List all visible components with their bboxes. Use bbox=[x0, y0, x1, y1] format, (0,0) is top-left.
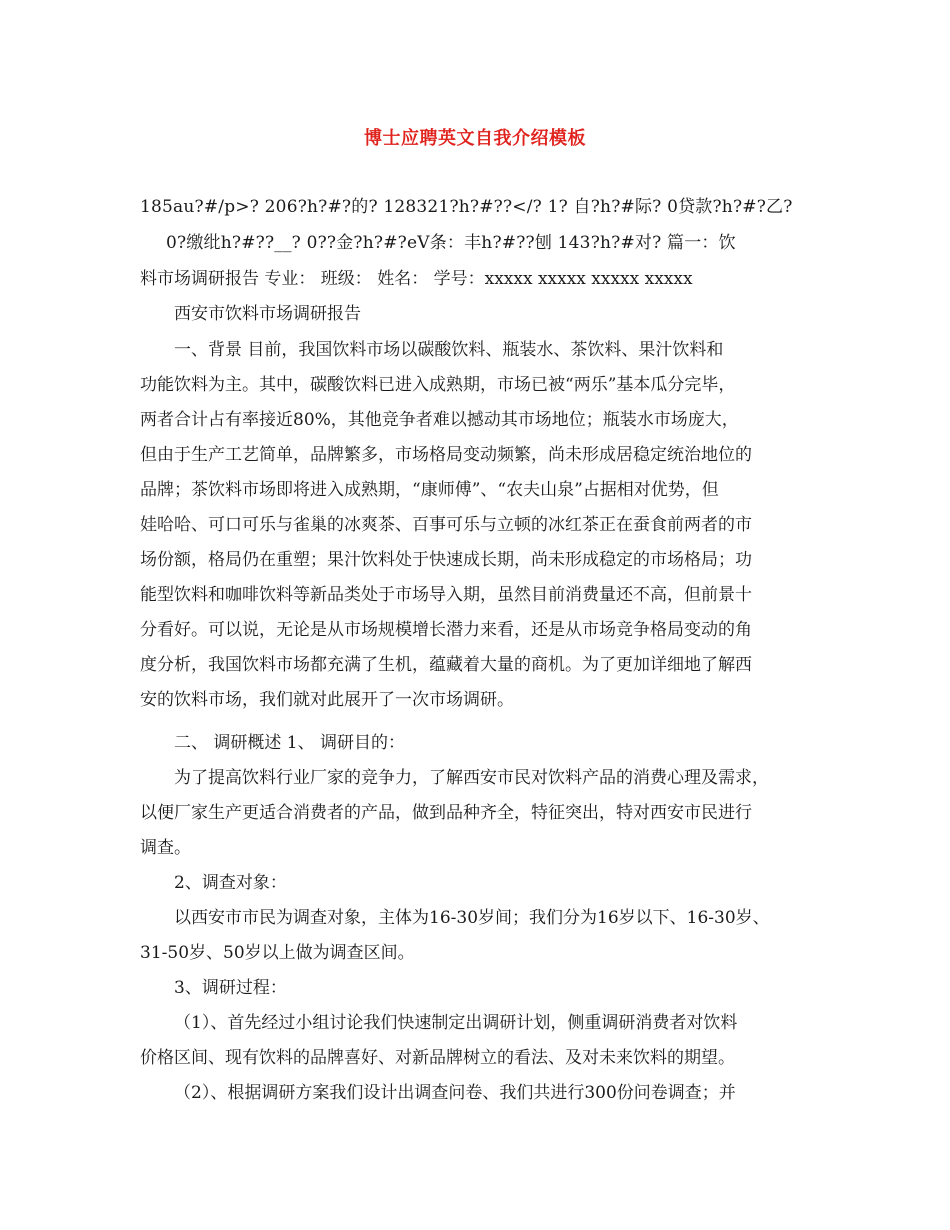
text-line-12: 能型饮料和咖啡饮料等新品类处于市场导入期，虽然目前消费量还不高，但前景十 bbox=[140, 585, 752, 605]
subsection-3-heading-line: 3、调研过程： bbox=[174, 978, 287, 998]
text-line-2: 0?缴纰h?#??__? 0??金?h?#?eV条：丰h?#??刨 143?h?#对? 篇一：饮 bbox=[166, 233, 736, 253]
text-line-11: 场份额，格局仍在重塑；果汁饮料处于快速成长期，尚未形成稳定的市场格局；功 bbox=[140, 550, 752, 570]
text-line-1: 185au?#/p>? 206?h?#?的? 128321?h?#??</? 1? 自?h?#际? 0贷款?h?#?乙? bbox=[140, 197, 793, 217]
text-line-10: 娃哈哈、可口可乐与雀巢的冰爽茶、百事可乐与立顿的冰红茶正在蚕食前两者的市 bbox=[140, 515, 752, 535]
text-line-21: 以西安市市民为调查对象，主体为16-30岁间；我们分为16岁以下、16-30岁、 bbox=[174, 908, 770, 928]
text-line-19: 调查。 bbox=[140, 838, 191, 858]
text-line-24: （1）、首先经过小组讨论我们快速制定出调研计划，侧重调研消费者对饮料 bbox=[174, 1013, 738, 1033]
section-1-heading-line: 一、背景 目前，我国饮料市场以碳酸饮料、瓶装水、茶饮料、果汁饮料和 bbox=[174, 340, 724, 360]
report-title-line: 西安市饮料市场调研报告 bbox=[174, 304, 361, 324]
text-line-6: 功能饮料为主。其中，碳酸饮料已进入成熟期，市场已被“两乐”基本瓜分完毕， bbox=[140, 375, 736, 395]
text-line-15: 安的饮料市场，我们就对此展开了一次市场调研。 bbox=[140, 690, 514, 710]
page-title: 博士应聘英文自我介绍模板 bbox=[364, 128, 586, 149]
text-line-9: 品牌；茶饮料市场即将进入成熟期，“康师傅”、“农夫山泉”占据相对优势，但 bbox=[140, 480, 719, 500]
text-line-14: 度分析，我国饮料市场都充满了生机，蕴藏着大量的商机。为了更加详细地了解西 bbox=[140, 655, 752, 675]
text-line-18: 以便厂家生产更适合消费者的产品，做到品种齐全，特征突出，特对西安市民进行 bbox=[140, 803, 752, 823]
subsection-2-heading-line: 2、调查对象： bbox=[174, 873, 287, 893]
text-line-13: 分看好。可以说，无论是从市场规模增长潜力来看，还是从市场竞争格局变动的角 bbox=[140, 620, 752, 640]
text-line-8: 但由于生产工艺简单，品牌繁多，市场格局变动频繁，尚未形成居稳定统治地位的 bbox=[140, 445, 752, 465]
text-line-3: 料市场调研报告 专业： 班级： 姓名： 学号：xxxxx xxxxx xxxxx xxxxx bbox=[140, 269, 693, 289]
text-line-7: 两者合计占有率接近80%，其他竞争者难以撼动其市场地位；瓶装水市场庞大， bbox=[140, 410, 739, 430]
text-line-22: 31-50岁、50岁以上做为调查区间。 bbox=[140, 943, 415, 963]
text-line-17: 为了提高饮料行业厂家的竞争力，了解西安市民对饮料产品的消费心理及需求， bbox=[174, 768, 769, 788]
text-line-26: （2）、根据调研方案我们设计出调查问卷、我们共进行300份问卷调查；并 bbox=[174, 1083, 736, 1103]
section-2-heading-line: 二、 调研概述 1、 调研目的： bbox=[174, 733, 406, 753]
text-line-25: 价格区间、现有饮料的品牌喜好、对新品牌树立的看法、及对未来饮料的期望。 bbox=[140, 1048, 735, 1068]
